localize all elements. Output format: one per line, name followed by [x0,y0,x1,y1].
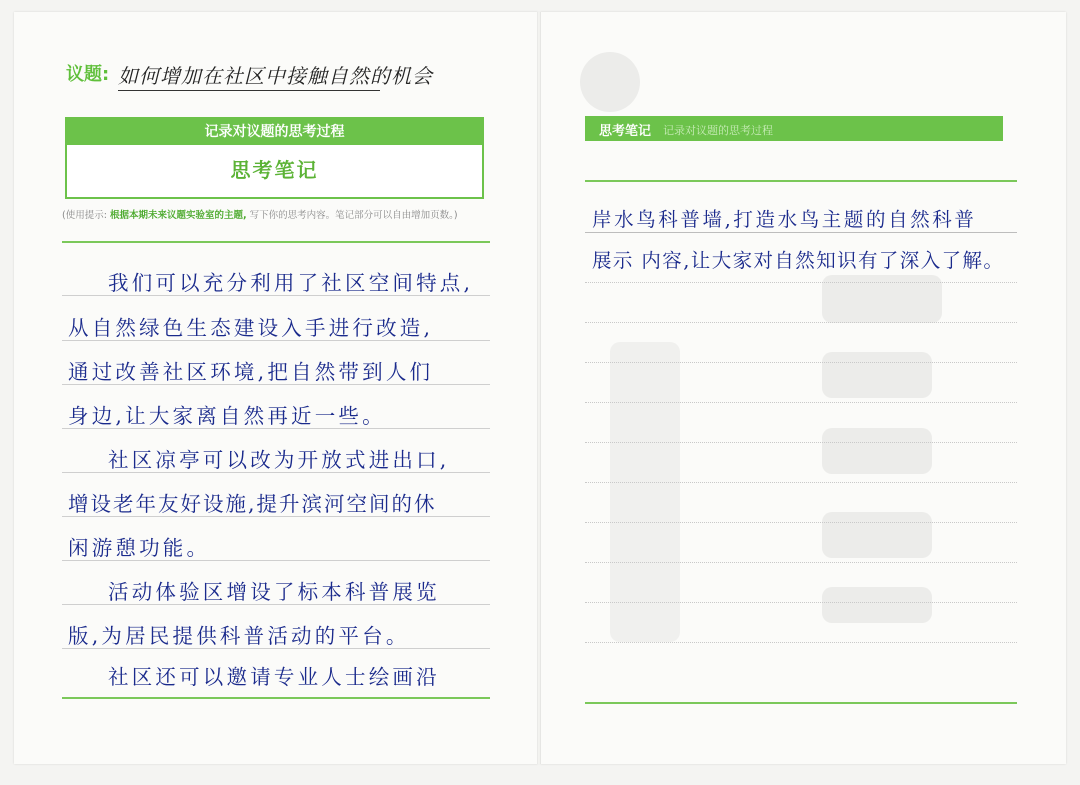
handwritten-line-8: 活动体验区增设了标本科普展览 [108,580,440,604]
right-dotted-line [585,562,1017,563]
right-dotted-line [585,642,1017,643]
hint-prefix: (使用提示: [62,210,110,221]
right-dotted-line [585,362,1017,363]
right-bottom-green-rule [585,702,1017,704]
handwritten-line-4: 身边,让大家离自然再近一些。 [68,404,386,428]
right-dotted-line [585,442,1017,443]
handwritten-line-3: 通过改善社区环境,把自然带到人们 [68,360,434,384]
right-handwritten-line-1: 岸水鸟科普墙,打造水鸟主题的自然科普 [592,208,977,231]
hint-emphasis: 根据本期未来议题实验室的主题, [109,210,247,221]
faded-artwork [822,352,932,398]
right-dotted-line [585,602,1017,603]
handwritten-line-5: 社区凉亭可以改为开放式进出口, [108,448,450,472]
notes-header-bar: 记录对议题的思考过程 [67,119,482,145]
faded-artwork [822,587,932,623]
page-fold [537,12,541,764]
notes-header-title: 思考笔记 [230,158,319,182]
faded-artwork [610,342,680,642]
handwritten-line-7: 闲游憩功能。 [68,536,211,560]
right-dotted-line [585,522,1017,523]
right-dotted-line [585,482,1017,483]
handwritten-line-6: 增设老年友好设施,提升滨河空间的休 [68,492,437,516]
right-top-green-rule [585,180,1017,182]
right-dotted-line [585,402,1017,403]
topic-underline [118,90,380,91]
bottom-green-rule [62,697,490,699]
right-dotted-line [585,282,1017,283]
right-handwritten-line-2: 展示 内容,让大家对自然知识有了深入了解。 [592,249,1005,272]
faded-artwork [580,52,640,112]
faded-artwork [822,512,932,558]
topic-handwritten-text: 如何增加在社区中接触自然的机会 [118,64,433,88]
handwritten-line-2: 从自然绿色生态建设入手进行改造, [68,316,434,340]
top-green-rule [62,241,490,243]
handwritten-line-9: 版,为居民提供科普活动的平台。 [68,624,410,648]
topic-label: 议题: [66,64,110,85]
right-dotted-line [585,322,1017,323]
right-header-title: 思考笔记 [599,124,652,139]
right-ruled-line [585,232,1017,233]
right-header-bar [585,116,1003,141]
handwritten-line-10: 社区还可以邀请专业人士绘画沿 [108,665,440,689]
notes-header-box [65,117,484,199]
usage-hint [62,207,492,221]
right-header-subtitle: 记录对议题的思考过程 [663,124,773,137]
faded-artwork [822,428,932,474]
hint-suffix: 写下你的思考内容。笔记部分可以自由增加页数。) [246,210,458,221]
handwritten-line-1: 我们可以充分利用了社区空间特点, [108,271,474,295]
